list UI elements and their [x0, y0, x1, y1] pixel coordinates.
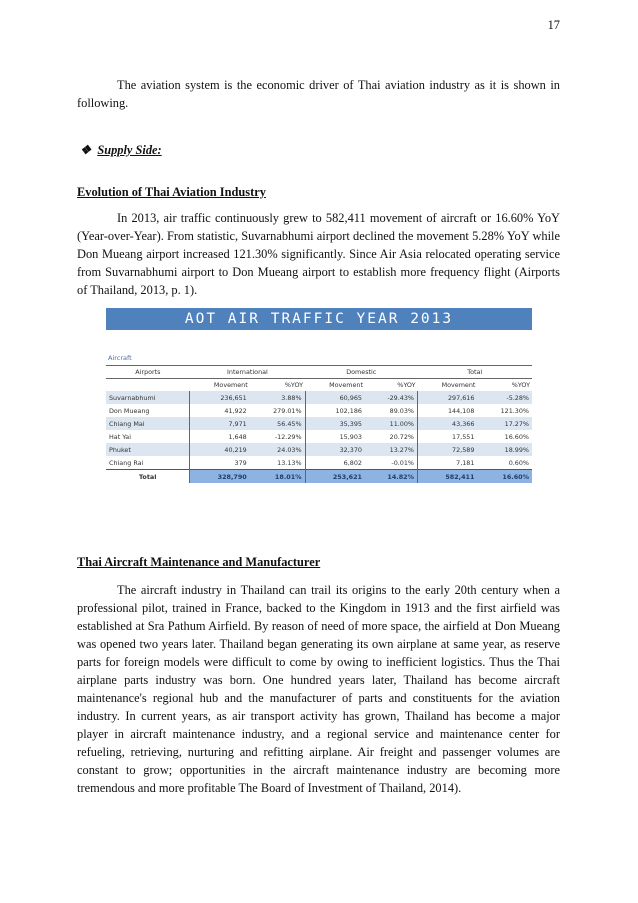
- table-total-row: [106, 470, 532, 484]
- value-cell: 13.27%: [365, 443, 418, 456]
- value-cell: 72,589: [418, 443, 478, 456]
- supply-side-heading: [80, 142, 162, 158]
- value-cell: 35,395: [305, 417, 365, 430]
- subheader-movement: Movement: [305, 379, 365, 392]
- airport-name-cell: Suvarnabhumi: [106, 391, 190, 404]
- intro-paragraph: The aviation system is the economic driver of Thai aviation industry as it is shown in following.: [77, 78, 560, 110]
- table-row: [106, 391, 532, 404]
- value-cell: 144,108: [418, 404, 478, 417]
- table-row: [106, 430, 532, 443]
- value-cell: 7,971: [190, 417, 250, 430]
- value-cell: 15,903: [305, 430, 365, 443]
- value-cell: 297,616: [418, 391, 478, 404]
- table-row: [106, 404, 532, 417]
- table-caption: Aircraft: [108, 354, 132, 362]
- value-cell: 56.45%: [250, 417, 305, 430]
- value-cell: 18.99%: [477, 443, 532, 456]
- value-cell: 14.82%: [365, 470, 418, 484]
- value-cell: 43,366: [418, 417, 478, 430]
- airport-name-cell: Don Mueang: [109, 406, 150, 415]
- header-total: Total: [418, 366, 533, 379]
- page-number: 17: [547, 18, 560, 32]
- maintenance-paragraph: The aircraft industry in Thailand can trail its origins to the early 20th century when a professional pilot, trained in France, backed to the Kingdom in 1913 and the first airfield was established at Sra Pathum Airfield. By reason of need of more space, the airfield at Don Mueang was opened two years later. Thailand began generating its own airplane at same year, as reserve parts for foreign models were difficult to come by owing to inefficient logistics. Thus the Thai airplane parts industry was born. One hundred years later, Thailand has become aircraft maintenance's regional hub and the manufacturer of parts and constituents for the aviation industry. In current years, as air transport activity has grown, Thailand has become a major player in aircraft maintenance industry, and a regional service and maintenance center for refueling, retrieving, nurturing and refitting airplane. Air freight and passenger volumes are constant to grow; opportunities in the aircraft maintenance industry are becoming more tremendous and more profitable The Board of Investment of Thailand, 2014).: [77, 583, 560, 795]
- airport-name-cell: Chiang Mai: [106, 417, 190, 430]
- value-cell: 20.72%: [389, 432, 414, 441]
- subheader-yoy: %YOY: [477, 379, 532, 392]
- value-cell: 0.60%: [508, 458, 529, 467]
- value-cell: 379: [190, 456, 250, 470]
- value-cell: 18.01%: [250, 470, 305, 484]
- value-cell: 3.88%: [250, 391, 305, 404]
- value-cell: 17,551: [418, 430, 478, 443]
- value-cell: 102,186: [305, 404, 365, 417]
- air-traffic-table-figure: [106, 308, 532, 518]
- section-heading-evolution: Evolution of Thai Aviation Industry: [77, 185, 266, 199]
- airport-name-cell: Total: [106, 470, 190, 484]
- header-airports: Airports: [106, 366, 190, 379]
- value-cell: 16.60%: [504, 432, 529, 441]
- value-cell: 89.03%: [389, 406, 414, 415]
- value-cell: -29.43%: [365, 391, 418, 404]
- table-row: [106, 443, 532, 456]
- airport-name-cell: Phuket: [106, 443, 190, 456]
- value-cell: 41,922: [190, 404, 250, 417]
- value-cell: 279.01%: [273, 406, 302, 415]
- value-cell: -5.28%: [477, 391, 532, 404]
- value-cell: 6,802: [305, 456, 365, 470]
- value-cell: 60,965: [305, 391, 365, 404]
- value-cell: 328,790: [190, 470, 250, 484]
- value-cell: 582,411: [418, 470, 478, 484]
- header-domestic: Domestic: [305, 366, 417, 379]
- value-cell: 40,219: [190, 443, 250, 456]
- table-title: AOT AIR TRAFFIC YEAR 2013: [106, 308, 532, 330]
- value-cell: 32,370: [305, 443, 365, 456]
- section-heading-maintenance: Thai Aircraft Maintenance and Manufacturer: [77, 555, 321, 569]
- value-cell: 7,181: [418, 456, 478, 470]
- value-cell: 253,621: [305, 470, 365, 484]
- value-cell: 1,648: [190, 430, 250, 443]
- subheader-yoy: %YOY: [250, 379, 305, 392]
- airport-name-cell: Hat Yai: [109, 432, 131, 441]
- value-cell: 24.03%: [250, 443, 305, 456]
- air-traffic-table: [106, 365, 532, 483]
- subheader-movement: Movement: [418, 379, 478, 392]
- value-cell: 121.30%: [500, 406, 529, 415]
- evolution-paragraph: In 2013, air traffic continuously grew to 582,411 movement of aircraft or 16.60% YoY (Year-over-Year). From statistic, Suvarnabhumi airport declined the movement 5.28% YoY while Don Mueang airport increased 121.30% significantly. Since Air Asia relocated operating service from Suvarnabhumi airport to Don Mueang airport to establish more frequency flight (Airports of Thailand, 2013, p. 1).: [77, 211, 560, 297]
- value-cell: 17.27%: [477, 417, 532, 430]
- header-international: International: [190, 366, 305, 379]
- value-cell: 13.13%: [277, 458, 302, 467]
- value-cell: 16.60%: [477, 470, 532, 484]
- table-row: [106, 417, 532, 430]
- value-cell: 11.00%: [365, 417, 418, 430]
- value-cell: 236,651: [190, 391, 250, 404]
- value-cell: -0.01%: [391, 458, 414, 467]
- subheader-movement: Movement: [190, 379, 250, 392]
- table-row: [106, 456, 532, 470]
- supply-side-label: Supply Side:: [97, 143, 162, 157]
- diamond-bullet-icon: ❖: [80, 143, 92, 157]
- value-cell: -12.29%: [274, 432, 302, 441]
- subheader-yoy: %YOY: [365, 379, 418, 392]
- airport-name-cell: Chiang Rai: [109, 458, 144, 467]
